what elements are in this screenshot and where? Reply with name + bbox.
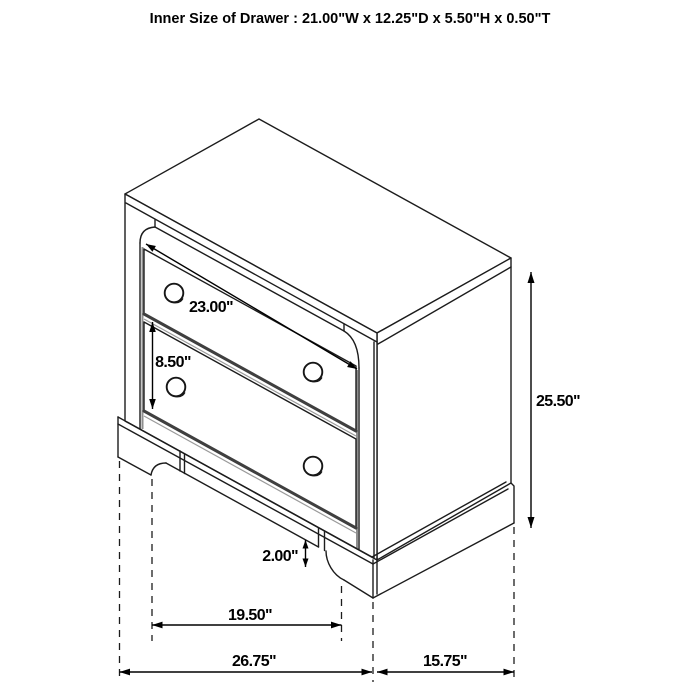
- base-back-corner: [511, 483, 514, 523]
- page-title: Inner Size of Drawer : 21.00"W x 12.25"D x 5.50"H x 0.50"T: [149, 11, 551, 27]
- dim-label-overall-width: 26.75": [231, 653, 277, 670]
- dim-label-overall-height: 25.50": [536, 393, 581, 410]
- arrowhead: [303, 559, 309, 568]
- arrowhead: [504, 669, 515, 676]
- dim-label-drawer-front-height: 8.50": [155, 354, 191, 371]
- left-foot-bottom: [118, 457, 151, 475]
- left-foot-arch: [151, 463, 166, 475]
- right-foot-arch: [326, 551, 344, 580]
- dim-overall-width: [120, 653, 373, 675]
- dim-overall-height: [528, 272, 581, 528]
- arrowhead: [528, 517, 535, 528]
- drawer-knob: [304, 457, 323, 476]
- dim-label-overall-depth: 15.75": [422, 653, 468, 670]
- drawer-knob: [167, 378, 186, 397]
- arrowhead: [362, 669, 373, 676]
- arrowhead: [120, 669, 131, 676]
- arrowhead: [331, 622, 342, 629]
- dim-foot-height: [262, 540, 308, 567]
- right-foot-bottom: [344, 580, 373, 598]
- arrowhead: [152, 622, 163, 629]
- dim-label-foot-height: 2.00": [262, 548, 298, 565]
- dim-label-drawer-width: 23.00": [188, 299, 234, 316]
- arrowhead: [528, 272, 535, 283]
- dim-overall-depth: [377, 653, 514, 675]
- drawer-knob: [165, 284, 184, 303]
- drawer-knob: [304, 363, 323, 382]
- dim-leg-span: [152, 607, 342, 628]
- arrowhead: [377, 669, 388, 676]
- dim-label-leg-span: 19.50": [227, 607, 273, 624]
